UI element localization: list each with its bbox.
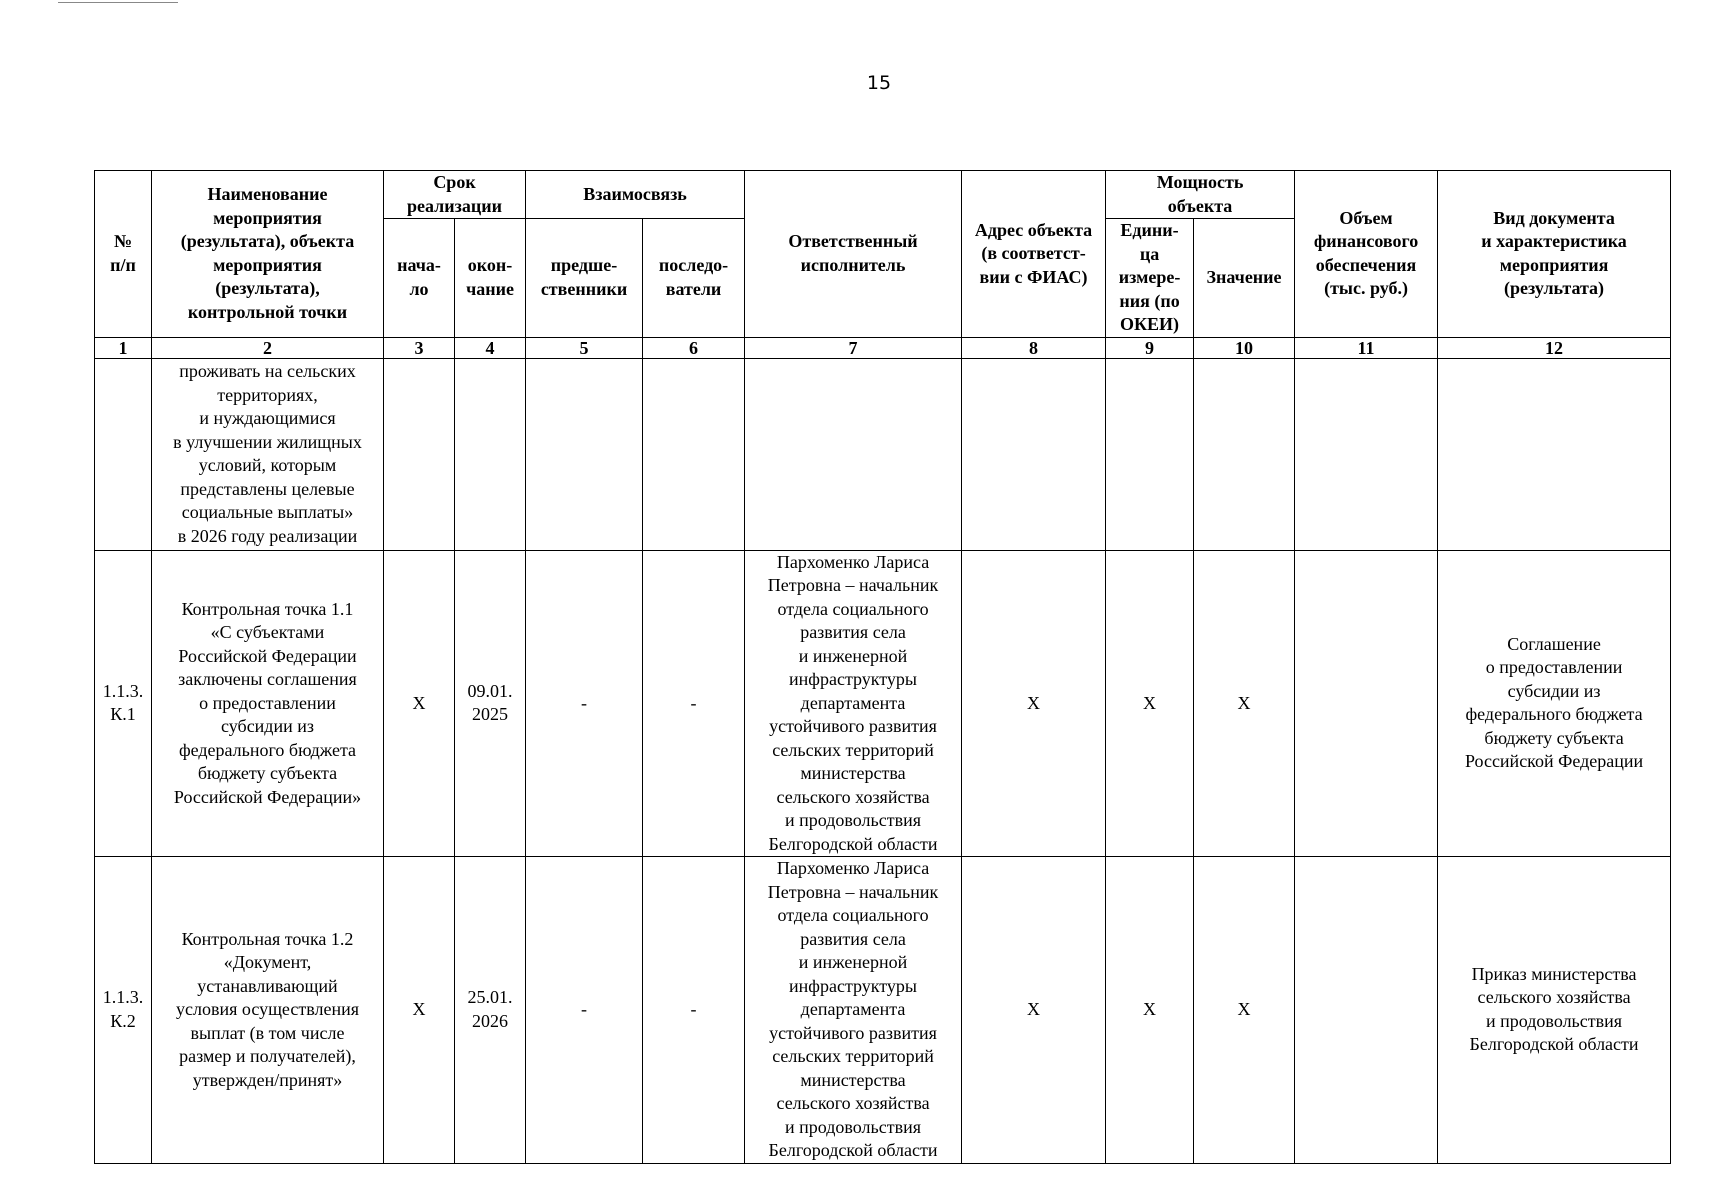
row-start: X [384, 857, 455, 1164]
row-pred: - [526, 550, 643, 857]
header-num: № п/п [95, 171, 152, 338]
row-value [1194, 358, 1295, 550]
row-responsible [745, 358, 962, 550]
page-number: 15 [866, 72, 892, 94]
table-row [95, 550, 1671, 857]
row-name: Контрольная точка 1.2 «Документ, устанавливающий условия осуществления выплат (в том числе размер и получателей), утвержден/принят» [152, 857, 384, 1164]
row-end: 25.01. 2026 [455, 857, 526, 1164]
column-number: 10 [1194, 337, 1295, 358]
column-number: 5 [526, 337, 643, 358]
column-numbers-row [95, 337, 1671, 358]
row-num: 1.1.3. К.2 [95, 857, 152, 1164]
header-doc: Вид документа и характеристика мероприятия (результата) [1438, 171, 1671, 338]
row-funding [1295, 857, 1438, 1164]
column-number: 2 [152, 337, 384, 358]
header-relation: Взаимосвязь [526, 171, 745, 219]
row-pred [526, 358, 643, 550]
row-num: 1.1.3. К.1 [95, 550, 152, 857]
header-period-end: окон- чание [455, 219, 526, 338]
column-number: 6 [643, 337, 745, 358]
row-unit: X [1106, 550, 1194, 857]
column-number: 9 [1106, 337, 1194, 358]
row-doc: Приказ министерства сельского хозяйства и продовольствия Белгородской области [1438, 857, 1671, 1164]
row-pred: - [526, 857, 643, 1164]
row-start: X [384, 550, 455, 857]
header-period-start: нача- ло [384, 219, 455, 338]
header-funding: Объем финансового обеспечения (тыс. руб.) [1295, 171, 1438, 338]
row-responsible: Пархоменко Лариса Петровна – начальник отдела социального развития села и инженерной инфраструктуры департамента устойчивого развития сельских территорий министерства сельского хозяйства и продовольствия Белгородской области [745, 857, 962, 1164]
row-unit: X [1106, 857, 1194, 1164]
column-number: 1 [95, 337, 152, 358]
row-start [384, 358, 455, 550]
header-capacity: Мощность объекта [1106, 171, 1295, 219]
row-funding [1295, 550, 1438, 857]
row-name: Контрольная точка 1.1 «С субъектами Российской Федерации заключены соглашения о предоставлении субсидии из федерального бюджета бюджету субъекта Российской Федерации» [152, 550, 384, 857]
row-address: X [962, 550, 1106, 857]
header-relation-pred: предше- ственники [526, 219, 643, 338]
row-num [95, 358, 152, 550]
row-address: X [962, 857, 1106, 1164]
plan-table [94, 170, 1671, 1164]
row-unit [1106, 358, 1194, 550]
row-doc: Соглашение о предоставлении субсидии из федерального бюджета бюджету субъекта Российской Федерации [1438, 550, 1671, 857]
header-capacity-unit: Едини- ца измере- ния (по ОКЕИ) [1106, 219, 1194, 338]
row-succ: - [643, 857, 745, 1164]
column-number: 4 [455, 337, 526, 358]
row-succ [643, 358, 745, 550]
row-address [962, 358, 1106, 550]
row-end: 09.01. 2025 [455, 550, 526, 857]
header-responsible: Ответственный исполнитель [745, 171, 962, 338]
header-period: Срок реализации [384, 171, 526, 219]
row-doc [1438, 358, 1671, 550]
header-name: Наименование мероприятия (результата), объекта мероприятия (результата), контрольной точки [152, 171, 384, 338]
row-name: проживать на сельских территориях, и нуждающимися в улучшении жилищных условий, которым представлены целевые социальные выплаты» в 2026 году реализации [152, 358, 384, 550]
row-succ: - [643, 550, 745, 857]
row-value: X [1194, 857, 1295, 1164]
table-row [95, 358, 1671, 550]
table-row [95, 857, 1671, 1164]
column-number: 8 [962, 337, 1106, 358]
row-end [455, 358, 526, 550]
column-number: 12 [1438, 337, 1671, 358]
header-address: Адрес объекта (в соответст- вии с ФИАС) [962, 171, 1106, 338]
column-number: 7 [745, 337, 962, 358]
column-number: 11 [1295, 337, 1438, 358]
row-responsible: Пархоменко Лариса Петровна – начальник отдела социального развития села и инженерной инфраструктуры департамента устойчивого развития сельских территорий министерства сельского хозяйства и продовольствия Белгородской области [745, 550, 962, 857]
row-funding [1295, 358, 1438, 550]
row-value: X [1194, 550, 1295, 857]
header-capacity-value: Значение [1194, 219, 1295, 338]
top-rule [58, 2, 178, 3]
header-relation-succ: последо- ватели [643, 219, 745, 338]
column-number: 3 [384, 337, 455, 358]
